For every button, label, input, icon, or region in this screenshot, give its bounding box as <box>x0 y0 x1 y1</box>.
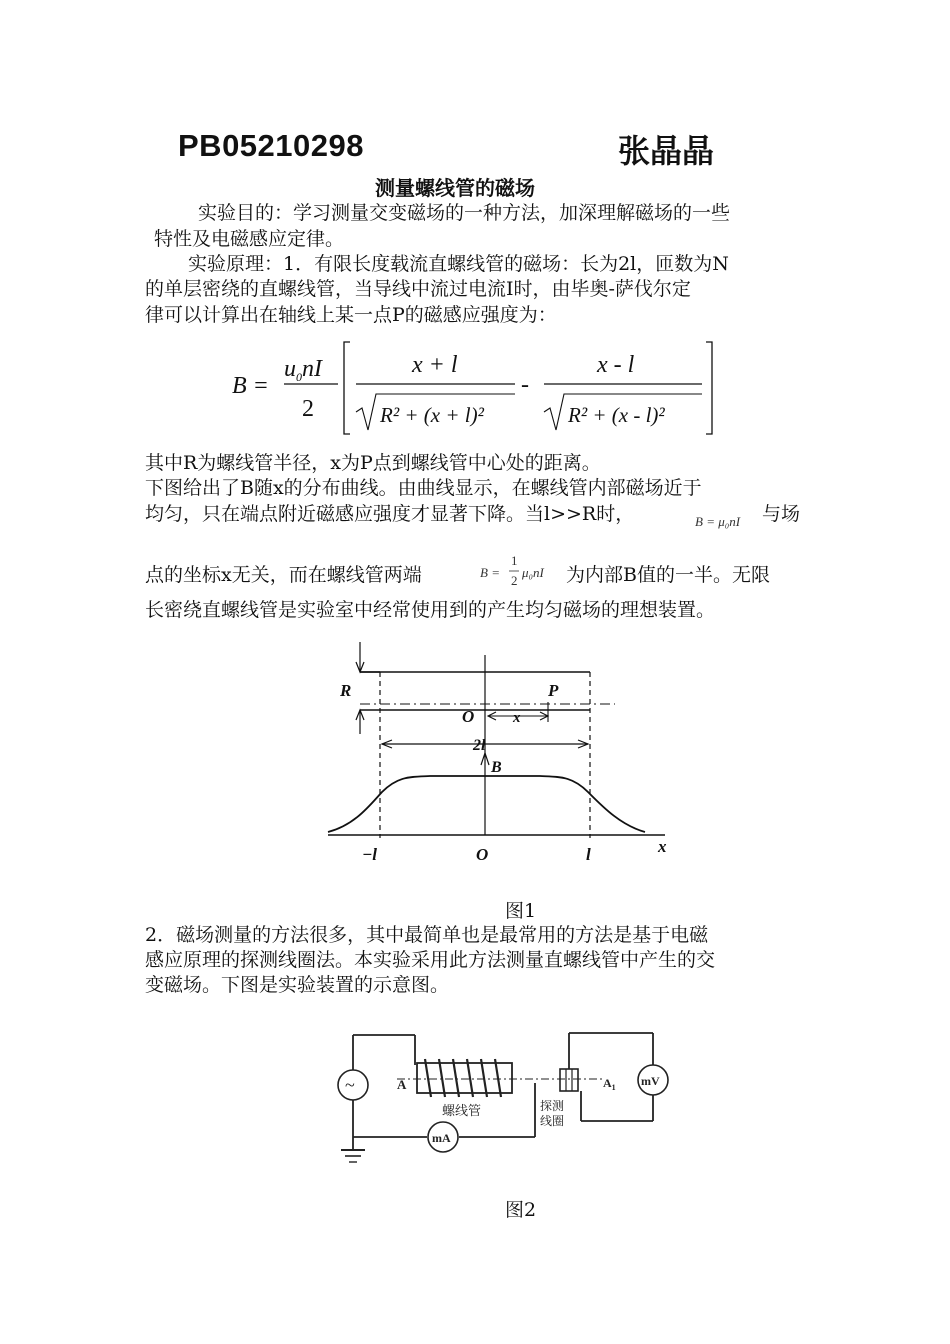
text-after-line-5: 长密绕直螺线管是实验室中经常使用到的产生均匀磁场的理想装置。 <box>145 599 716 621</box>
svg-text:线圈: 线圈 <box>540 1114 565 1128</box>
svg-text:1: 1 <box>511 553 518 568</box>
purpose-line-1: 实验目的：学习测量交变磁场的一种方法，加深理解磁场的一些 <box>198 202 731 224</box>
formula-lhs: B = <box>232 373 269 399</box>
svg-text:螺线管: 螺线管 <box>442 1103 482 1118</box>
purpose-line-2: 特性及电磁感应定律。 <box>154 228 345 250</box>
text-after-line-4-end: 为内部B值的一半。无限 <box>566 564 770 586</box>
formula-coef-num: $u_0nI$ <box>284 356 322 384</box>
text-after-line-3: 均匀，只在端点附近磁感应强度才显著下降。当l>>R时， <box>145 503 635 525</box>
formula-term2-num: x - l <box>597 352 635 378</box>
svg-text:B: B <box>491 759 502 776</box>
svg-text:mA: mA <box>432 1131 451 1145</box>
formula-minus: - <box>521 372 529 398</box>
figure-2-apparatus <box>335 1025 680 1180</box>
student-name: 张晶晶 <box>618 132 715 170</box>
principle-line-3: 律可以计算出在轴线上某一点P的磁感应强度为： <box>145 304 557 326</box>
formula-coef-den: 2 <box>302 396 314 422</box>
figure-2-caption: 图2 <box>505 1199 537 1221</box>
figure-1-caption: 图1 <box>505 900 537 922</box>
svg-text:R: R <box>340 681 352 700</box>
method-line-2: 感应原理的探测线圈法。本实验采用此方法测量直螺线管中产生的交 <box>145 949 716 971</box>
text-after-line-3-end: 与场 <box>762 503 801 525</box>
svg-text:A1: $A_1$ <box>603 1076 616 1092</box>
svg-text:B =: B = <box>480 565 500 580</box>
svg-text:2l: 2l <box>473 737 486 754</box>
principle-line-1: 实验原理：1．有限长度载流直螺线管的磁场：长为2l，匝数为N <box>188 253 729 275</box>
svg-text:2: 2 <box>511 573 518 588</box>
svg-text:−l: −l <box>362 845 378 864</box>
formula-term2-den: R² + (x - l)² <box>568 403 665 427</box>
formula-term1-den: R² + (x + l)² <box>380 403 484 427</box>
principle-line-2: 的单层密绕的直螺线管，当导线中流过电流I时，由毕奥-萨伐尔定 <box>145 278 691 300</box>
text-after-line-4-start: 点的坐标x无关，而在螺线管两端 <box>145 564 422 586</box>
svg-text:l: l <box>586 845 591 864</box>
svg-text:O: O <box>476 845 489 864</box>
svg-text:A: A <box>397 1077 407 1092</box>
svg-text:x: x <box>658 837 667 856</box>
figure-1-field-distribution <box>320 640 680 870</box>
svg-text:O: O <box>462 707 475 726</box>
svg-text:μ₀nI: μ₀nI <box>522 565 544 580</box>
method-line-3: 变磁场。下图是实验装置的示意图。 <box>145 974 450 996</box>
text-after-line-2: 下图给出了B随x的分布曲线。由曲线显示，在螺线管内部磁场近于 <box>145 477 702 499</box>
svg-text:P: P <box>548 681 559 700</box>
student-id: PB05210298 <box>178 128 364 163</box>
formula-term1-num: x + l <box>412 352 458 378</box>
biot-savart-formula <box>232 338 722 438</box>
text-after-line-1: 其中R为螺线管半径，x为P点到螺线管中心处的距离。 <box>145 452 601 474</box>
svg-text:x: x <box>513 710 521 726</box>
document-title: 测量螺线管的磁场 <box>375 176 535 200</box>
inline-formula-half <box>480 551 566 593</box>
svg-text:探测: 探测 <box>540 1099 565 1113</box>
svg-text:mV: mV <box>641 1074 660 1088</box>
method-line-1: 2．磁场测量的方法很多，其中最简单也是最常用的方法是基于电磁 <box>145 924 709 946</box>
inline-formula-uniform: B = μ₀nI <box>695 514 741 529</box>
svg-text:~: ~ <box>345 1075 355 1095</box>
